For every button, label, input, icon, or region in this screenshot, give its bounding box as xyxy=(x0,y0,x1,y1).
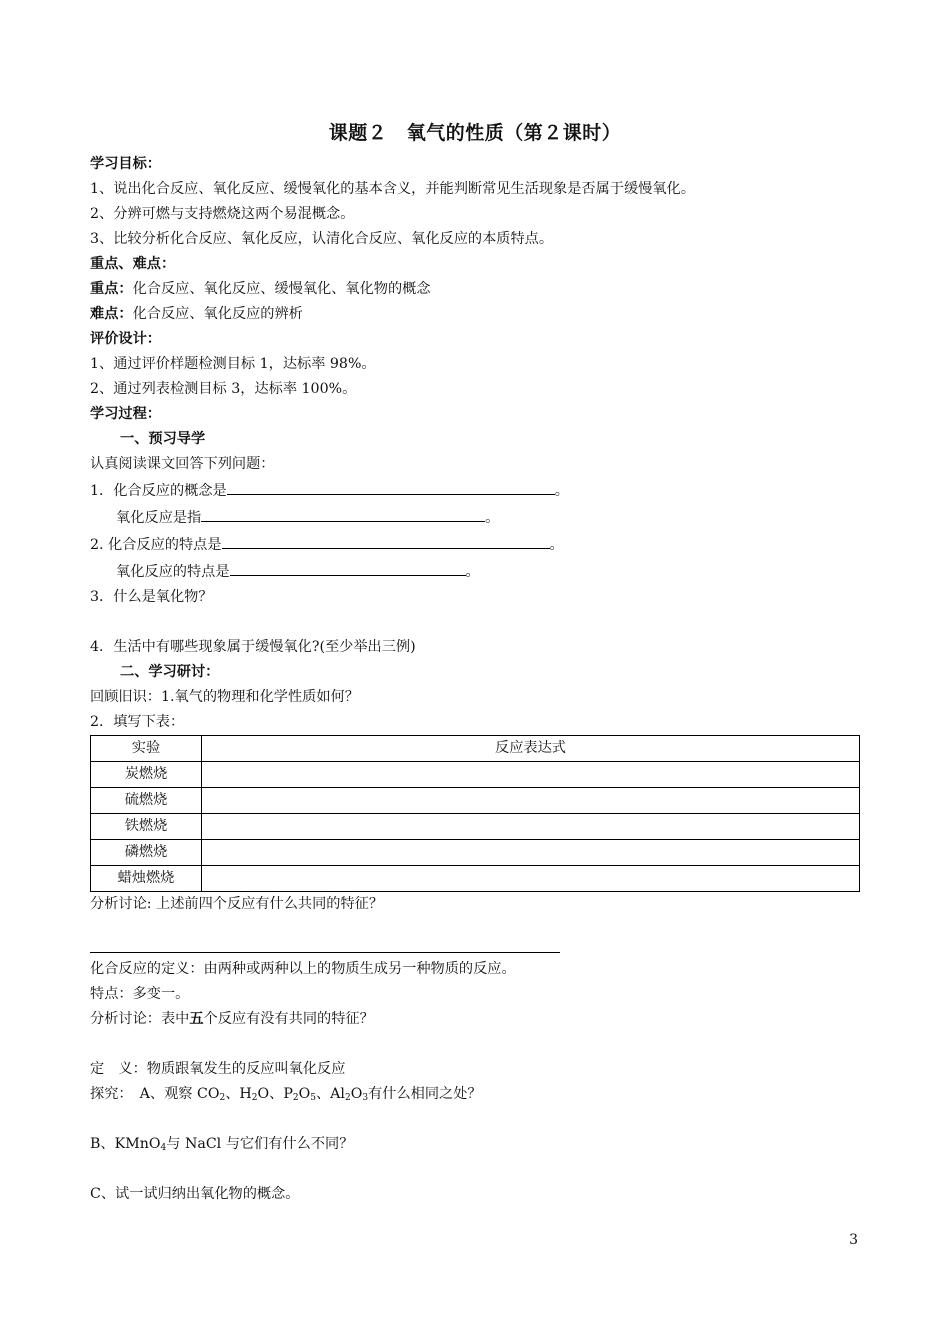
emphasis-text: 五 xyxy=(189,1011,204,1027)
discussion-question-2 xyxy=(90,1007,865,1032)
key-points-heading: 重点、难点： xyxy=(90,256,176,272)
question-3: 3．什么是氧化物？ xyxy=(90,589,213,605)
question-text: 氧化反应的特点是 xyxy=(116,564,230,580)
question-4: 4．生活中有哪些现象属于缓慢氧化?(至少举出三例) xyxy=(90,639,416,655)
table-row xyxy=(91,814,860,840)
difficulty-text: 化合反应、氧化反应的辨析 xyxy=(132,306,303,322)
combination-feature: 特点：多变一。 xyxy=(90,986,190,1002)
question-2a xyxy=(90,531,865,558)
difficulty-label: 难点： xyxy=(90,306,133,322)
question-text: 1．化合反应的概念是 xyxy=(90,483,227,499)
answer-blank[interactable] xyxy=(222,531,550,549)
answer-space[interactable] xyxy=(90,1032,865,1057)
table-header: 实验 xyxy=(91,736,202,762)
explore-text: 有什么相同之处？ xyxy=(368,1086,482,1102)
process-heading: 学习过程： xyxy=(90,406,161,422)
document-body xyxy=(90,152,865,1207)
answer-line[interactable] xyxy=(90,951,560,953)
answer-blank[interactable] xyxy=(230,558,466,576)
experiment-cell: 铁燃烧 xyxy=(91,814,202,840)
objectives-heading: 学习目标： xyxy=(90,156,161,172)
explore-b: B、KMnO$_4$与 NaCl 与它们有什么不同？ xyxy=(90,1136,354,1153)
fill-table-instruction: 2．填写下表： xyxy=(90,714,185,730)
period: 。 xyxy=(554,483,569,499)
period: 。 xyxy=(465,564,480,580)
section2-heading: 二、学习研讨： xyxy=(120,664,220,680)
expression-cell[interactable] xyxy=(202,788,860,814)
section1-intro: 认真阅读课文回答下列问题： xyxy=(90,456,275,472)
experiment-cell: 炭燃烧 xyxy=(91,762,202,788)
table-header-row xyxy=(91,736,860,762)
reaction-table xyxy=(90,735,860,892)
difficult-point xyxy=(90,302,865,327)
combination-definition: 化合反应的定义：由两种或两种以上的物质生成另一种物质的反应。 xyxy=(90,961,516,977)
question-text: 2. 化合反应的特点是 xyxy=(90,537,222,553)
key-label: 重点： xyxy=(90,281,133,297)
objective-item: 3、比较分析化合反应、氧化反应，认清化合反应、氧化反应的本质特点。 xyxy=(90,231,554,247)
evaluation-heading: 评价设计： xyxy=(90,331,161,347)
explore-a: 探究： A、观察 $CO_2$、$H_2O$、$P_2O_5$、$Al_2O_3$有什么相同之处？ xyxy=(90,1086,482,1103)
explore-text: 与 NaCl 与它们有什么不同？ xyxy=(166,1136,354,1152)
answer-space[interactable] xyxy=(90,1107,865,1132)
section1-heading: 一、预习导学 xyxy=(120,431,206,447)
answer-blank[interactable] xyxy=(227,477,555,495)
evaluation-item: 1、通过评价样题检测目标 1，达标率 98%。 xyxy=(90,356,376,372)
key-text: 化合反应、氧化反应、缓慢氧化、氧化物的概念 xyxy=(132,281,431,297)
expression-cell[interactable] xyxy=(202,762,860,788)
table-header: 反应表达式 xyxy=(202,736,860,762)
explore-c: C、试一试归纳出氧化物的概念。 xyxy=(90,1186,300,1202)
discussion-text: 分析讨论：表中 xyxy=(90,1011,190,1027)
table-row xyxy=(91,840,860,866)
objective-item: 2、分辨可燃与支持燃烧这两个易混概念。 xyxy=(90,206,355,222)
discussion-question-1: 分析讨论: 上述前四个反应有什么共同的特征？ xyxy=(90,896,384,912)
answer-space xyxy=(90,917,865,937)
table-row xyxy=(91,762,860,788)
question-text: 氧化反应是指 xyxy=(116,510,202,526)
table-row xyxy=(91,788,860,814)
period: 。 xyxy=(549,537,564,553)
experiment-cell: 磷燃烧 xyxy=(91,840,202,866)
question-1b xyxy=(90,504,865,531)
explore-text: 探究： A、观察 CO xyxy=(90,1086,220,1102)
experiment-cell: 蜡烛燃烧 xyxy=(91,866,202,892)
question-2b xyxy=(90,558,865,585)
expression-cell[interactable] xyxy=(202,840,860,866)
page-number: 3 xyxy=(849,1232,858,1248)
discussion-text: 个反应有没有共同的特征？ xyxy=(203,1011,374,1027)
answer-space[interactable] xyxy=(90,1157,865,1182)
oxidation-definition: 定 义：物质跟氧发生的反应叫氧化反应 xyxy=(90,1061,346,1077)
experiment-cell: 硫燃烧 xyxy=(91,788,202,814)
evaluation-item: 2、通过列表检测目标 3，达标率 100%。 xyxy=(90,381,357,397)
explore-text: B、KMnO xyxy=(90,1136,161,1152)
objective-item: 1、说出化合反应、氧化反应、缓慢氧化的基本含义，并能判断常见生活现象是否属于缓慢氧化。 xyxy=(90,181,695,197)
question-1a xyxy=(90,477,865,504)
period: 。 xyxy=(485,510,500,526)
page-title: 课题２ 氧气的性质（第２课时） xyxy=(328,122,622,144)
expression-cell[interactable] xyxy=(202,866,860,892)
answer-space[interactable] xyxy=(90,610,865,635)
key-point xyxy=(90,277,865,302)
table-row xyxy=(91,866,860,892)
answer-blank[interactable] xyxy=(201,504,485,522)
expression-cell[interactable] xyxy=(202,814,860,840)
review-question: 回顾旧识：1.氧气的物理和化学性质如何？ xyxy=(90,689,359,705)
